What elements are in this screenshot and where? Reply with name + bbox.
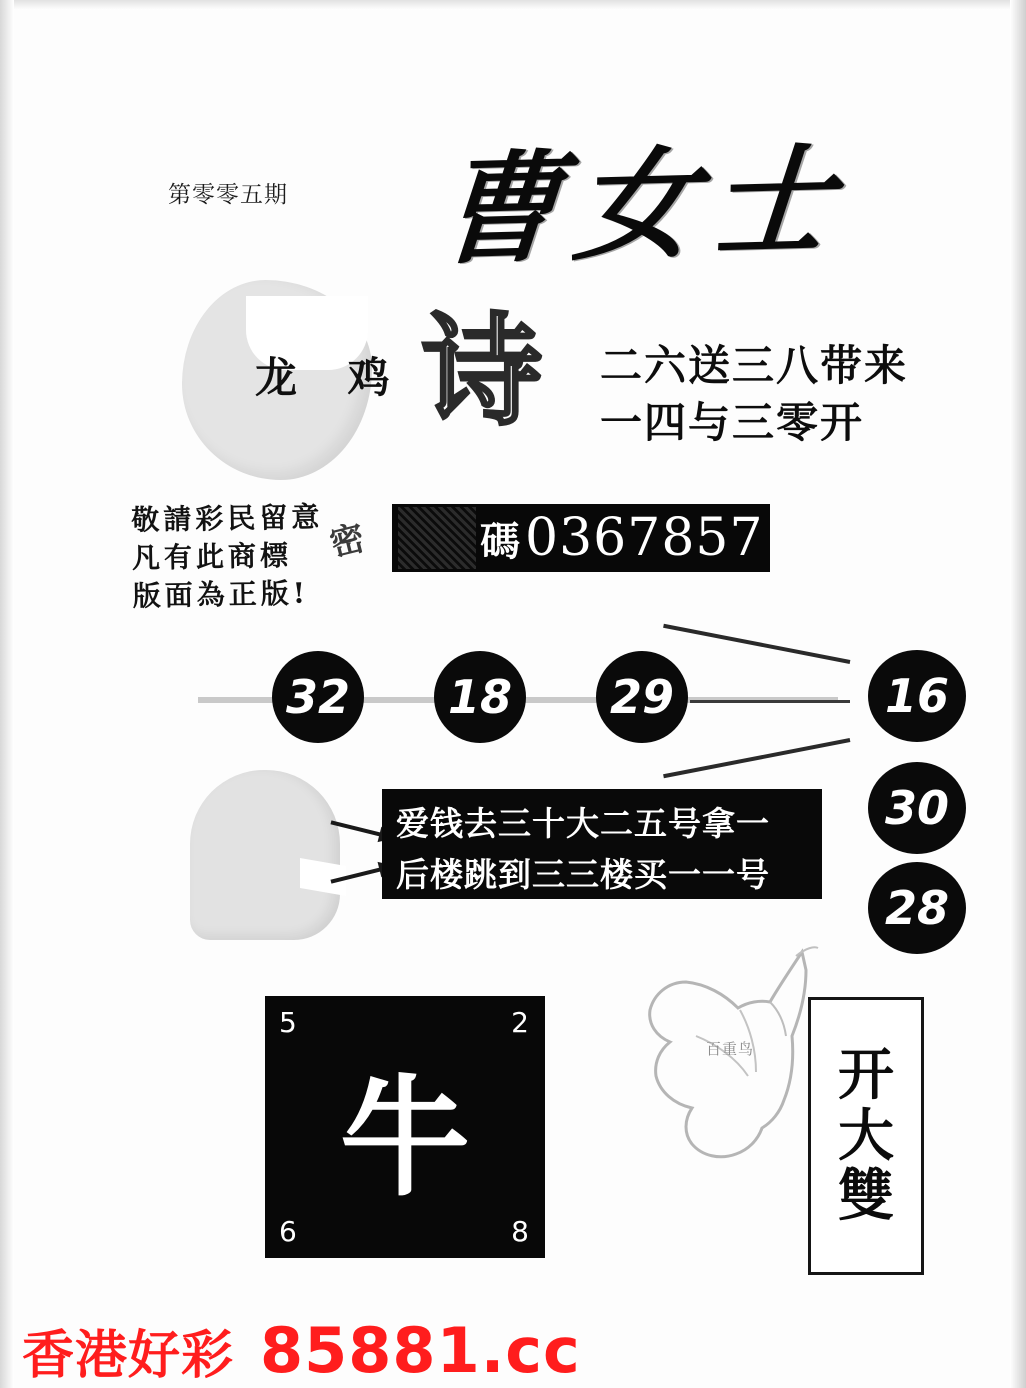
zodiac-pair-label: 龙 鸡: [255, 353, 408, 402]
side-number-ball-2: 30: [868, 762, 966, 854]
seal-stamp-icon: 密: [326, 517, 369, 565]
arrow-line-upper-icon: [663, 624, 850, 664]
code-label: 碼: [480, 517, 521, 565]
number-ball-3: 29: [596, 651, 688, 743]
code-bar: [392, 504, 770, 572]
bird-label: 百重鸟: [706, 1040, 755, 1058]
notice-line-1: 敬請彩民留意: [131, 500, 324, 537]
page-edge-right: [1010, 0, 1026, 1388]
message-banner: [382, 789, 822, 899]
head-silhouette-icon: [190, 770, 340, 940]
animal-card: [265, 996, 545, 1258]
number-ball-2: 18: [434, 651, 526, 743]
number-ball-1: 32: [272, 651, 364, 743]
notice-line-2: 凡有此商標: [131, 538, 293, 575]
footer-brand: 香港好彩: [22, 1325, 235, 1386]
vertical-prediction-box: [808, 997, 924, 1275]
card-corner-top-left: 5: [279, 1006, 297, 1039]
page-title: 曹女士: [433, 129, 854, 282]
page-edge-top: [0, 0, 1026, 10]
arrow-line-lower-icon: [663, 738, 850, 778]
card-corner-bottom-left: 6: [279, 1215, 297, 1248]
notice-line-3: 版面為正版!: [132, 576, 310, 613]
banner-line-1: 爱钱去三十大二五号拿一: [396, 804, 770, 843]
banner-line-2: 后楼跳到三三楼买一一号: [396, 855, 770, 895]
side-number-ball-1: 16: [868, 650, 966, 742]
page-edge-left: [0, 0, 14, 1388]
card-corner-top-right: 2: [511, 1006, 529, 1039]
footer: [0, 1312, 1026, 1388]
vertical-prediction-text: 开 大 雙: [838, 1042, 894, 1230]
footer-site-url: 85881.cc: [260, 1313, 581, 1387]
side-number-ball-3: 28: [868, 862, 966, 954]
poem-line-2: 一四与三零开: [600, 397, 865, 447]
poem-heading-char: 诗: [422, 301, 542, 442]
arrow-line-middle-icon: [690, 700, 850, 703]
animal-card-character: 牛: [339, 1060, 470, 1214]
poem-line-1: 二六送三八带来: [600, 341, 909, 390]
code-digits: 0367857: [525, 508, 764, 568]
card-corner-bottom-right: 8: [511, 1215, 529, 1248]
code-noise-block: [398, 507, 476, 569]
poem-text: [600, 338, 908, 451]
issue-label: 第零零五期: [168, 182, 288, 208]
authenticity-notice: [131, 498, 325, 615]
